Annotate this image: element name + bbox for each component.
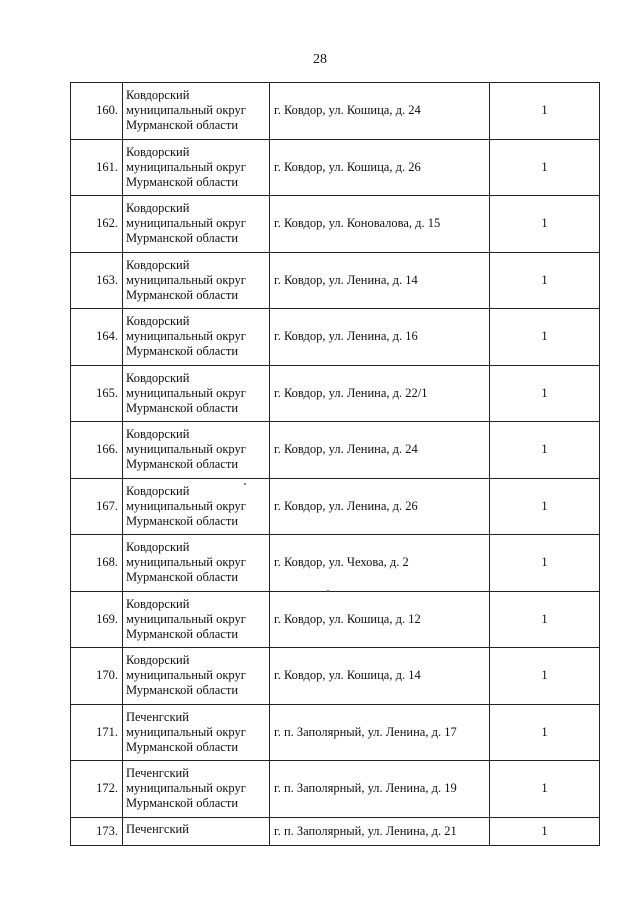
quantity-cell bbox=[490, 648, 600, 705]
row-number-text: 169. bbox=[96, 611, 118, 626]
records-table bbox=[70, 82, 600, 846]
quantity-cell bbox=[490, 83, 600, 140]
table-row bbox=[71, 83, 600, 140]
table-row bbox=[71, 139, 600, 196]
table-row bbox=[71, 817, 600, 845]
row-number-text: 167. bbox=[96, 498, 118, 513]
municipality-cell bbox=[123, 365, 270, 422]
quantity-text: 1 bbox=[541, 329, 548, 344]
municipality-text: Ковдорский муниципальный округ Мурманской области bbox=[126, 596, 246, 641]
quantity-cell bbox=[490, 591, 600, 648]
municipality-text: Ковдорский муниципальный округ Мурманской области bbox=[126, 540, 246, 585]
municipality-cell bbox=[123, 83, 270, 140]
municipality-text: Ковдорский муниципальный округ Мурманской области bbox=[126, 144, 246, 189]
municipality-text: Ковдорский муниципальный округ Мурманской области bbox=[126, 314, 246, 359]
quantity-text: 1 bbox=[541, 611, 548, 626]
municipality-cell bbox=[123, 648, 270, 705]
municipality-cell bbox=[123, 704, 270, 761]
address-cell bbox=[270, 817, 490, 845]
municipality-text: Ковдорский муниципальный округ Мурманской области bbox=[126, 201, 246, 246]
quantity-cell bbox=[490, 817, 600, 845]
municipality-text: Печенгский bbox=[126, 821, 189, 836]
quantity-text: 1 bbox=[541, 498, 548, 513]
quantity-cell bbox=[490, 761, 600, 818]
row-number-text: 164. bbox=[96, 329, 118, 344]
quantity-cell bbox=[490, 252, 600, 309]
quantity-text: 1 bbox=[541, 781, 548, 796]
row-number-cell bbox=[71, 309, 123, 366]
address-cell bbox=[270, 252, 490, 309]
municipality-cell bbox=[123, 817, 270, 845]
municipality-cell bbox=[123, 196, 270, 253]
municipality-text: Ковдорский муниципальный округ Мурманской области bbox=[126, 88, 246, 133]
municipality-text: Печенгский муниципальный округ Мурманской области bbox=[126, 709, 246, 754]
row-number-text: 173. bbox=[96, 823, 118, 838]
quantity-cell bbox=[490, 704, 600, 761]
table-row bbox=[71, 761, 600, 818]
row-number-cell bbox=[71, 817, 123, 845]
quantity-cell bbox=[490, 422, 600, 479]
address-cell bbox=[270, 591, 490, 648]
table-row bbox=[71, 365, 600, 422]
row-number-cell bbox=[71, 591, 123, 648]
municipality-text: Печенгский муниципальный округ Мурманской области bbox=[126, 766, 246, 811]
address-text: г. Ковдор, ул. Кошица, д. 14 bbox=[274, 668, 421, 683]
address-text: г. п. Заполярный, ул. Ленина, д. 17 bbox=[274, 724, 457, 739]
municipality-cell bbox=[123, 478, 270, 535]
row-number-text: 160. bbox=[96, 103, 118, 118]
address-text: г. Ковдор, ул. Ленина, д. 16 bbox=[274, 329, 418, 344]
address-cell bbox=[270, 761, 490, 818]
municipality-cell bbox=[123, 252, 270, 309]
quantity-cell bbox=[490, 365, 600, 422]
row-number-cell bbox=[71, 83, 123, 140]
table-body bbox=[71, 83, 600, 846]
address-cell bbox=[270, 648, 490, 705]
row-number-text: 168. bbox=[96, 555, 118, 570]
table-row bbox=[71, 704, 600, 761]
municipality-text: Ковдорский муниципальный округ Мурманской области bbox=[126, 370, 246, 415]
row-number-text: 166. bbox=[96, 442, 118, 457]
row-number-cell bbox=[71, 704, 123, 761]
quantity-cell bbox=[490, 309, 600, 366]
table-row bbox=[71, 478, 600, 535]
address-cell bbox=[270, 478, 490, 535]
row-number-cell bbox=[71, 535, 123, 592]
municipality-text: Ковдорский муниципальный округ Мурманской области bbox=[126, 427, 246, 472]
row-number-cell bbox=[71, 422, 123, 479]
scan-speck bbox=[327, 590, 329, 592]
row-number-cell bbox=[71, 252, 123, 309]
address-text: г. Ковдор, ул. Ленина, д. 24 bbox=[274, 442, 418, 457]
row-number-cell bbox=[71, 139, 123, 196]
table-row bbox=[71, 591, 600, 648]
municipality-cell bbox=[123, 591, 270, 648]
table-row bbox=[71, 535, 600, 592]
address-cell bbox=[270, 196, 490, 253]
row-number-text: 171. bbox=[96, 724, 118, 739]
quantity-cell bbox=[490, 196, 600, 253]
address-text: г. Ковдор, ул. Коновалова, д. 15 bbox=[274, 216, 441, 231]
address-text: г. Ковдор, ул. Кошица, д. 26 bbox=[274, 159, 421, 174]
address-text: г. Ковдор, ул. Чехова, д. 2 bbox=[274, 555, 409, 570]
address-text: г. Ковдор, ул. Кошица, д. 24 bbox=[274, 103, 421, 118]
row-number-text: 162. bbox=[96, 216, 118, 231]
row-number-cell bbox=[71, 478, 123, 535]
quantity-cell bbox=[490, 139, 600, 196]
quantity-text: 1 bbox=[541, 555, 548, 570]
municipality-cell bbox=[123, 761, 270, 818]
row-number-text: 161. bbox=[96, 159, 118, 174]
quantity-text: 1 bbox=[541, 159, 548, 174]
row-number-text: 163. bbox=[96, 272, 118, 287]
table-row bbox=[71, 648, 600, 705]
address-cell bbox=[270, 365, 490, 422]
row-number-cell bbox=[71, 196, 123, 253]
address-cell bbox=[270, 422, 490, 479]
row-number-text: 165. bbox=[96, 385, 118, 400]
row-number-text: 172. bbox=[96, 781, 118, 796]
quantity-text: 1 bbox=[541, 103, 548, 118]
address-text: г. Ковдор, ул. Ленина, д. 26 bbox=[274, 498, 418, 513]
municipality-cell bbox=[123, 422, 270, 479]
address-cell bbox=[270, 83, 490, 140]
quantity-cell bbox=[490, 535, 600, 592]
page-number: 28 bbox=[313, 52, 327, 67]
quantity-text: 1 bbox=[541, 823, 548, 838]
row-number-text: 170. bbox=[96, 668, 118, 683]
address-text: г. п. Заполярный, ул. Ленина, д. 21 bbox=[274, 823, 457, 838]
address-text: г. Ковдор, ул. Ленина, д. 22/1 bbox=[274, 385, 428, 400]
table-row bbox=[71, 196, 600, 253]
quantity-text: 1 bbox=[541, 442, 548, 457]
table-row bbox=[71, 422, 600, 479]
table-row bbox=[71, 252, 600, 309]
address-cell bbox=[270, 139, 490, 196]
address-text: г. Ковдор, ул. Кошица, д. 12 bbox=[274, 611, 421, 626]
row-number-cell bbox=[71, 761, 123, 818]
quantity-text: 1 bbox=[541, 385, 548, 400]
quantity-text: 1 bbox=[541, 216, 548, 231]
quantity-cell bbox=[490, 478, 600, 535]
municipality-cell bbox=[123, 535, 270, 592]
quantity-text: 1 bbox=[541, 668, 548, 683]
address-text: г. п. Заполярный, ул. Ленина, д. 19 bbox=[274, 781, 457, 796]
address-text: г. Ковдор, ул. Ленина, д. 14 bbox=[274, 272, 418, 287]
address-cell bbox=[270, 535, 490, 592]
municipality-text: Ковдорский муниципальный округ Мурманской области bbox=[126, 257, 246, 302]
quantity-text: 1 bbox=[541, 724, 548, 739]
address-cell bbox=[270, 309, 490, 366]
municipality-text: Ковдорский муниципальный округ Мурманской области bbox=[126, 653, 246, 698]
municipality-cell bbox=[123, 139, 270, 196]
row-number-cell bbox=[71, 648, 123, 705]
table-row bbox=[71, 309, 600, 366]
quantity-text: 1 bbox=[541, 272, 548, 287]
row-number-cell bbox=[71, 365, 123, 422]
address-cell bbox=[270, 704, 490, 761]
municipality-cell bbox=[123, 309, 270, 366]
municipality-text: Ковдорский муниципальный округ Мурманской области bbox=[126, 483, 246, 528]
scan-speck bbox=[244, 483, 246, 485]
